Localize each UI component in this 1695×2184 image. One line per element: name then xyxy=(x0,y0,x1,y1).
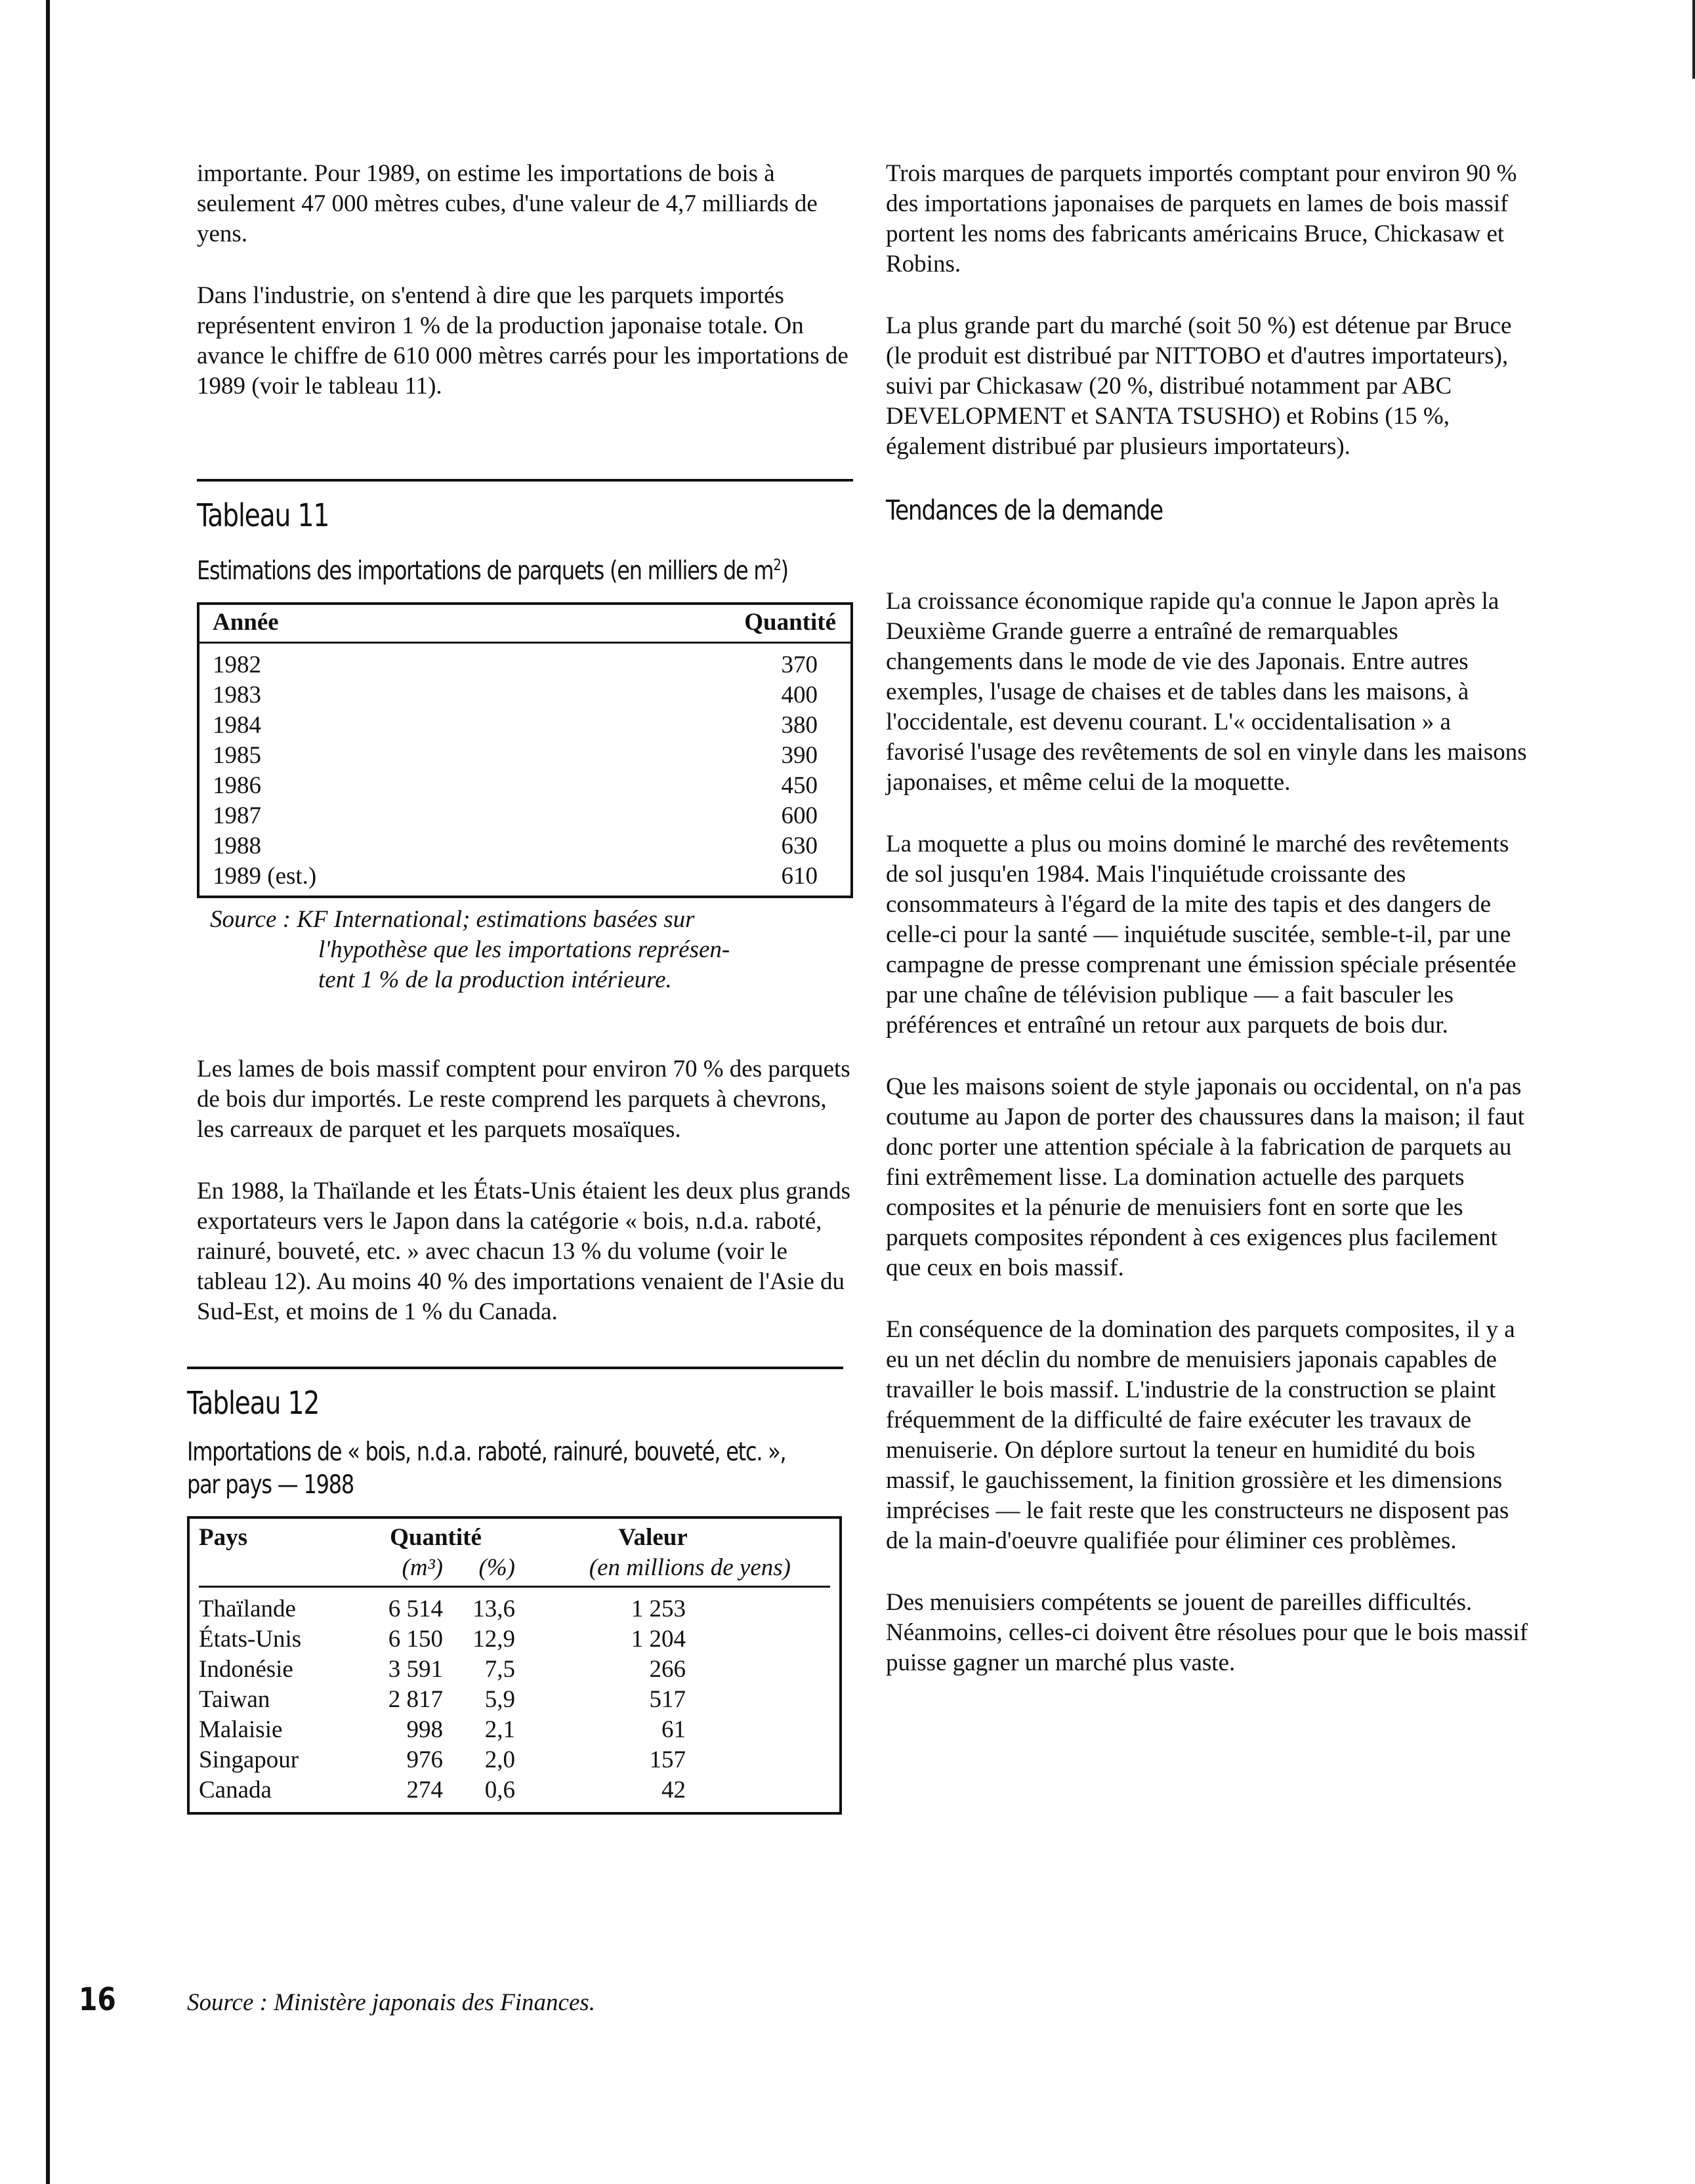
table12-header-quantity: Quantité xyxy=(390,1524,482,1551)
right-paragraph-2: La plus grande part du marché (soit 50 %) est détenue par Bruce (le produit est distribué par NITTOBO et d'autres importateurs), suivi par Chickasaw (20 %, distribué notamment par ABC DEVELOPMENT et SANTA TSUSHO) et Robins (15 %, également distribué par plusieurs importateurs). xyxy=(886,312,1512,460)
table12-caption: Importations de « bois, n.d.a. raboté, rainuré, bouveté, etc. », par pays — 1988 xyxy=(187,1437,786,1500)
table12-header-value: Valeur xyxy=(618,1524,688,1551)
table11-top-rule xyxy=(197,479,853,482)
page-number: 16 xyxy=(79,1981,116,2018)
section-heading: Tendances de la demande xyxy=(886,494,1163,526)
table-row: États-Unis 6 150 12,9 1 204 xyxy=(199,1626,686,1653)
table-row: 1985 390 xyxy=(213,742,818,769)
table-row: Canada 274 0,6 42 xyxy=(199,1777,686,1803)
table-row: 1983 400 xyxy=(213,682,818,709)
right-paragraph-5: Que les maisons soient de style japonais ou occidental, on n'a pas coutume au Japon de porter des chaussures dans la maison; il faut donc porter une attention spéciale à la fabrication de parquets au fini extrêmement lisse. La domination actuelle des parquets composites et la pénurie de menuisiers font en sorte que les parquets composites répondent à ces exigences plus facilement que ceux en bois massif. xyxy=(886,1073,1525,1281)
table11-header-year: Année xyxy=(213,609,279,636)
table11-title: Tableau 11 xyxy=(197,497,329,534)
table11-source: Source : KF International; estimations basées sur l'hypothèse que les importations représen- tent 1 % de la production intérieure. xyxy=(210,906,730,993)
table-row: 1989 (est.) 610 xyxy=(213,863,818,890)
table-row: 1986 450 xyxy=(213,772,818,799)
table12-title: Tableau 12 xyxy=(187,1385,320,1422)
table11 xyxy=(197,602,853,898)
right-column xyxy=(886,159,1529,1710)
table-row: 1984 380 xyxy=(213,712,818,739)
right-paragraph-1: Trois marques de parquets importés comptant pour environ 90 % des importations japonaises de parquets en lames de bois massif portent les noms des fabricants américains Bruce, Chickasaw et Robins. xyxy=(886,160,1517,278)
right-paragraph-4: La moquette a plus ou moins dominé le marché des revêtements de sol jusqu'en 1984. Mais l'inquiétude croissante des consommateurs à l'égard de la mite des tapis et des dangers de celle-ci pour la santé — inquiétude suscitée, semble-t-il, par une campagne de presse comprenant une émission spéciale présentée par une chaîne de télévision publique — a fait basculer les préférences et entraîné un retour aux parquets de bois dur. xyxy=(886,831,1517,1039)
right-paragraph-6: En conséquence de la domination des parquets composites, il y a eu un net déclin du nombre de menuisiers japonais capables de travailler le bois massif. L'industrie de la construction se plaint fréquemment de la difficulté de faire exécuter les travaux de menuiserie. On déplore surtout la teneur en humidité du bois massif, le gauchissement, la finition grossière et les dimensions imprécises — le fait reste que les constructeurs ne disposent pas de la main-d'oeuvre qualifiée pour éliminer ces problèmes. xyxy=(886,1316,1515,1554)
table11-caption: Estimations des importations de parquets (en milliers de $m^2$) xyxy=(197,556,788,586)
table-row: Thaïlande 6 514 13,6 1 253 xyxy=(199,1596,686,1622)
table-row: Singapour 976 2,0 157 xyxy=(199,1746,686,1773)
right-paragraph-3: La croissance économique rapide qu'a connue le Japon après la Deuxième Grande guerre a entraîné de remarquables changements dans le mode de vie des Japonais. Entre autres exemples, l'usage de chaises et de tables dans les maisons, à l'occidentale, est devenu courant. L'« occidentalisation » a favorisé l'usage des revêtements de sol en vinyle dans les maisons japonaises, et même celui de la moquette. xyxy=(886,588,1527,796)
table-row: 1982 370 xyxy=(213,651,818,678)
table-row: Indonésie 3 591 7,5 266 xyxy=(199,1656,686,1683)
table12-source: Source : Ministère japonais des Finances. xyxy=(187,1989,596,2016)
page-right-edge xyxy=(1692,0,1695,79)
table-row: 1988 630 xyxy=(213,833,818,859)
left-column xyxy=(187,159,853,1821)
table-row: 1987 600 xyxy=(213,802,818,829)
table-row: Taiwan 2 817 5,9 517 xyxy=(199,1686,686,1713)
table12 xyxy=(187,1516,842,1815)
table12-top-rule xyxy=(187,1367,843,1369)
table-row: Malaisie 998 2,1 61 xyxy=(199,1716,686,1743)
left-paragraph-3: Les lames de bois massif comptent pour environ 70 % des parquets de bois dur importés. Le reste comprend les parquets à chevrons, les carreaux de parquet et les parquets mosaïques. xyxy=(197,1056,850,1143)
table12-header-country: Pays xyxy=(199,1524,247,1551)
table11-header xyxy=(199,605,850,644)
right-paragraph-7: Des menuisiers compétents se jouent de pareilles difficultés. Néanmoins, celles-ci doivent être résolues pour que le bois massif puisse gagner un marché plus vaste. xyxy=(886,1589,1528,1676)
left-paragraph-1: importante. Pour 1989, on estime les importations de bois à seulement 47 000 mètres cubes, d'une valeur de 4,7 milliards de yens. xyxy=(197,160,818,247)
table12-header xyxy=(199,1523,830,1553)
left-paragraph-4: En 1988, la Thaïlande et les États-Unis étaient les deux plus grands exportateurs vers le Japon dans la catégorie « bois, n.d.a. raboté, rainuré, bouveté, etc. » avec chacun 13 % du volume (voir le tableau 12). Au moins 40 % des importations venaient de l'Asie du Sud-Est, et moins de 1 % du Canada. xyxy=(197,1178,851,1325)
page-left-border xyxy=(46,0,50,2184)
table11-header-quantity: Quantité xyxy=(744,609,836,636)
table12-subheader: (m³) (%) (en millions de yens) xyxy=(199,1553,830,1588)
left-paragraph-2: Dans l'industrie, on s'entend à dire que les parquets importés représentent environ 1 % de la production japonaise totale. On avance le chiffre de 610 000 mètres carrés pour les importations de 1989 (voir le tableau 11). xyxy=(197,282,848,400)
